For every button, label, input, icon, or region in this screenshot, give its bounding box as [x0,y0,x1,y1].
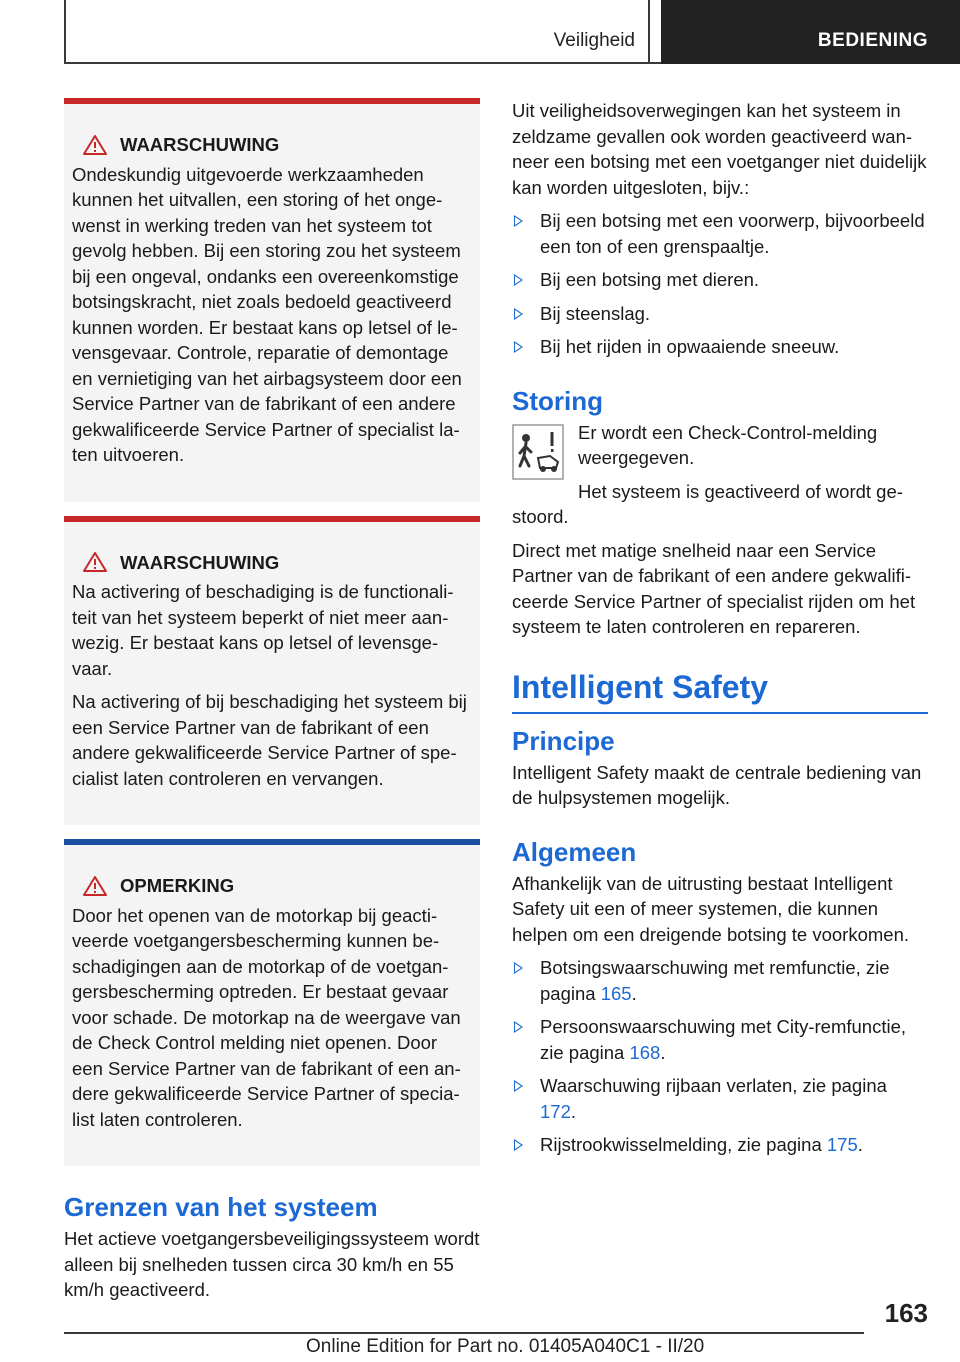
bullet-triangle-icon [514,962,523,974]
warning-triangle-icon [82,551,108,573]
list-item: Bij een botsing met dieren. [512,267,928,293]
warning-box [64,516,480,826]
header-left-rule [64,0,66,64]
list-item: Bij het rijden in opwaaiende sneeuw. [512,334,928,360]
bullet-triangle-icon [514,1080,523,1092]
page-number: 163 [884,1298,928,1328]
list-item: Bij steenslag. [512,301,928,327]
list-item: Botsingswaarschuwing met remfunctie, zie pagina 165. [512,955,928,1006]
list-item: Waarschuwing rijbaan verlaten, zie pagina 172. [512,1073,928,1124]
reference-list [512,955,928,1158]
storing-message: Er wordt een Check-Control-melding weergegeven. [578,421,878,468]
note-box [64,839,480,1166]
note-text: Door het openen van de motorkap bij geactiveerde voetgangersbescherming kunnen beschadigingen aan de motorkap of de voetgangersbescherming optreden. Er bestaat gevaar voor schade. De motorkap na de weergave van de Check Control melding niet openen. Door een Service Partner van de fabrikant of een andere gekwalificeerde Service Partner of specialist laten controleren. [72,904,461,1130]
section-heading: Intelligent Safety [512,668,928,714]
page-link[interactable]: 175 [826,1134,858,1155]
page-link[interactable]: 168 [629,1041,661,1063]
bullet-triangle-icon [514,1021,523,1033]
list-item: Rijstrookwisselmelding, zie pagina 175. [512,1132,928,1158]
left-column [64,98,480,1311]
intro-text: Uit veiligheidsoverwegingen kan het systeem in zeldzame gevallen ook worden geactiveerd wanneer een botsing met een voetganger niet duidelijk kan worden uitgesloten, bijv.: [512,100,927,198]
storing-status: Het systeem is geactiveerd of wordt gestoord. [512,480,903,527]
edition-text: Online Edition for Part no. 01405A040C1 - II/20 [306,1336,705,1357]
warning-text: Na activering of beschadiging is de functionaliteit van het systeem beperkt of niet meer aanwezig. Er bestaat kans op letsel of levensgevaar. [72,581,454,679]
algemeen-text: Afhankelijk van de uitrusting bestaat Intelligent Safety uit een of meer systemen, die kunnen helpen om een dreigende botsing te voorkomen. [512,872,909,945]
warning-title: WAARSCHUWING [120,551,280,573]
footer-rule [64,1332,864,1334]
algemeen-heading: Algemeen [512,836,637,867]
warning-triangle-icon [82,875,108,897]
page-link[interactable]: 172 [540,1100,571,1122]
principe-text: Intelligent Safety maakt de centrale bediening van de hulpsystemen mogelijk. [512,761,922,808]
note-title: OPMERKING [120,875,235,896]
storing-action: Direct met matige snelheid naar een Service Partner van de fabrikant of een andere gekwalificeerde Service Partner of specialist rijden om het systeem te laten controleren en repareren. [512,539,916,637]
bullet-triangle-icon [514,1139,523,1151]
list-item: Persoonswaarschuwing met City-remfunctie, zie pagina 168. [512,1014,928,1065]
limits-heading: Grenzen van het systeem [64,1192,378,1222]
right-column [512,98,928,1166]
chapter-title: BEDIENING [817,30,928,51]
exception-list [512,208,928,360]
page-link[interactable]: 165 [600,982,632,1004]
warning-text: Na activering of bij beschadiging het systeem bij een Service Partner van de fabrikant of een andere gekwalificeerde Service Partner of specialist laten controleren en vervangen. [72,691,467,789]
bullet-triangle-icon [514,341,523,353]
warning-text: Ondeskundig uitgevoerde werkzaamheden kunnen het uitvallen, een storing of het ongewenst in werking treden van het systeem tot gevolg hebben. Bij een storing zou het systeem bij een ongeval, ondanks een overeenkomstige botsingskracht, niet zoals bedoeld geactiveerd kunnen worden. Er bestaat kans op letsel of levensgevaar. Controle, reparatie of demontage en vernietiging van het airbagsysteem door een Service Partner van de fabrikant of een andere gekwalificeerde Service Partner of specialist laten uitvoeren. [72,163,462,465]
section-title: Veiligheid [553,30,635,51]
list-item: Bij een botsing met een voorwerp, bijvoorbeeld een ton of een grenspaaltje. [512,208,928,259]
warning-box [64,98,480,502]
bullet-triangle-icon [514,215,523,227]
bullet-triangle-icon [514,308,523,320]
principe-heading: Principe [512,725,615,756]
storing-heading: Storing [512,385,603,416]
chapter-tab [661,0,960,64]
header-divider [648,0,650,64]
bullet-triangle-icon [514,274,523,286]
warning-triangle-icon [82,134,108,156]
pedestrian-protection-icon [512,424,564,480]
limits-text: Het actieve voetgangersbeveiligingssysteem wordt alleen bij snelheden tussen circa 30 km/h en 55 km/h geactiveerd. [64,1228,480,1300]
warning-title: WAARSCHUWING [120,134,280,155]
